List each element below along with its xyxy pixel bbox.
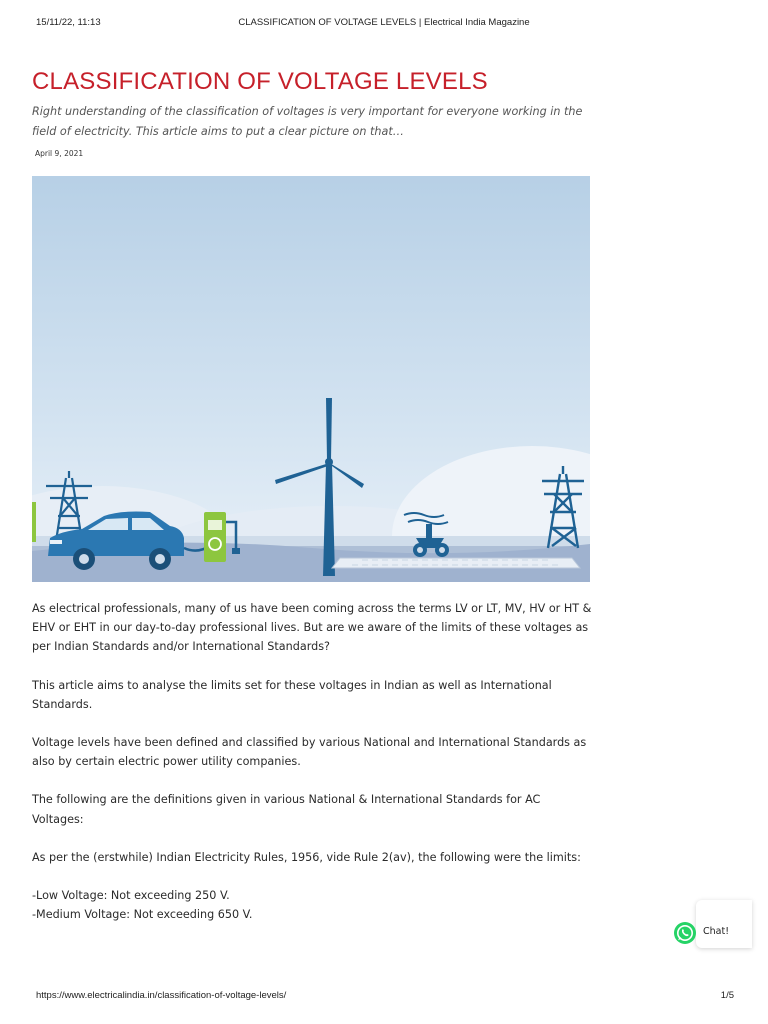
voltage-limit-item: -Medium Voltage: Not exceeding 650 V. <box>32 908 253 922</box>
article-title: CLASSIFICATION OF VOLTAGE LEVELS <box>32 68 488 95</box>
chat-label[interactable]: Chat! <box>703 926 730 937</box>
voltage-limit-item: -Low Voltage: Not exceeding 250 V. <box>32 889 230 903</box>
article-paragraph: As per the (erstwhile) Indian Electricity Rules, 1956, vide Rule 2(av), the following were the limits: <box>32 850 581 864</box>
article-header <box>32 66 592 158</box>
article-body <box>32 599 592 924</box>
print-url: https://www.electricalindia.in/classification-of-voltage-levels/ <box>36 990 287 1001</box>
article-subtitle: Right understanding of the classification of voltages is very important for everyone working in the field of electricity. This article aims to put a clear picture on that… <box>32 105 583 138</box>
print-page-title: CLASSIFICATION OF VOLTAGE LEVELS | Electrical India Magazine <box>238 17 530 28</box>
whatsapp-icon[interactable] <box>673 921 697 945</box>
solar-panel-icon <box>332 558 580 568</box>
print-header <box>36 17 732 31</box>
article-date: April 9, 2021 <box>35 149 84 158</box>
article-paragraph: This article aims to analyse the limits set for these voltages in Indian as well as International Standards. <box>32 678 552 711</box>
print-datetime: 15/11/22, 11:13 <box>36 17 101 28</box>
article-paragraph: Voltage levels have been defined and classified by various National and International Standards as also by certain electric power utility companies. <box>32 736 587 769</box>
chat-widget[interactable] <box>696 900 752 948</box>
hero-image <box>32 176 590 582</box>
article-paragraph: The following are the definitions given in various National & International Standards for AC Voltages: <box>32 793 541 826</box>
article-paragraph: As electrical professionals, many of us have been coming across the terms LV or LT, MV, HV or HT & EHV or EHT in our day-to-day professional lives. But are we aware of the limits of these voltages as per Indian Standards and/or International Standards? <box>32 602 592 654</box>
page-number: 1/5 <box>720 990 734 1001</box>
hero-illustration <box>32 176 590 582</box>
print-footer <box>36 990 734 1004</box>
